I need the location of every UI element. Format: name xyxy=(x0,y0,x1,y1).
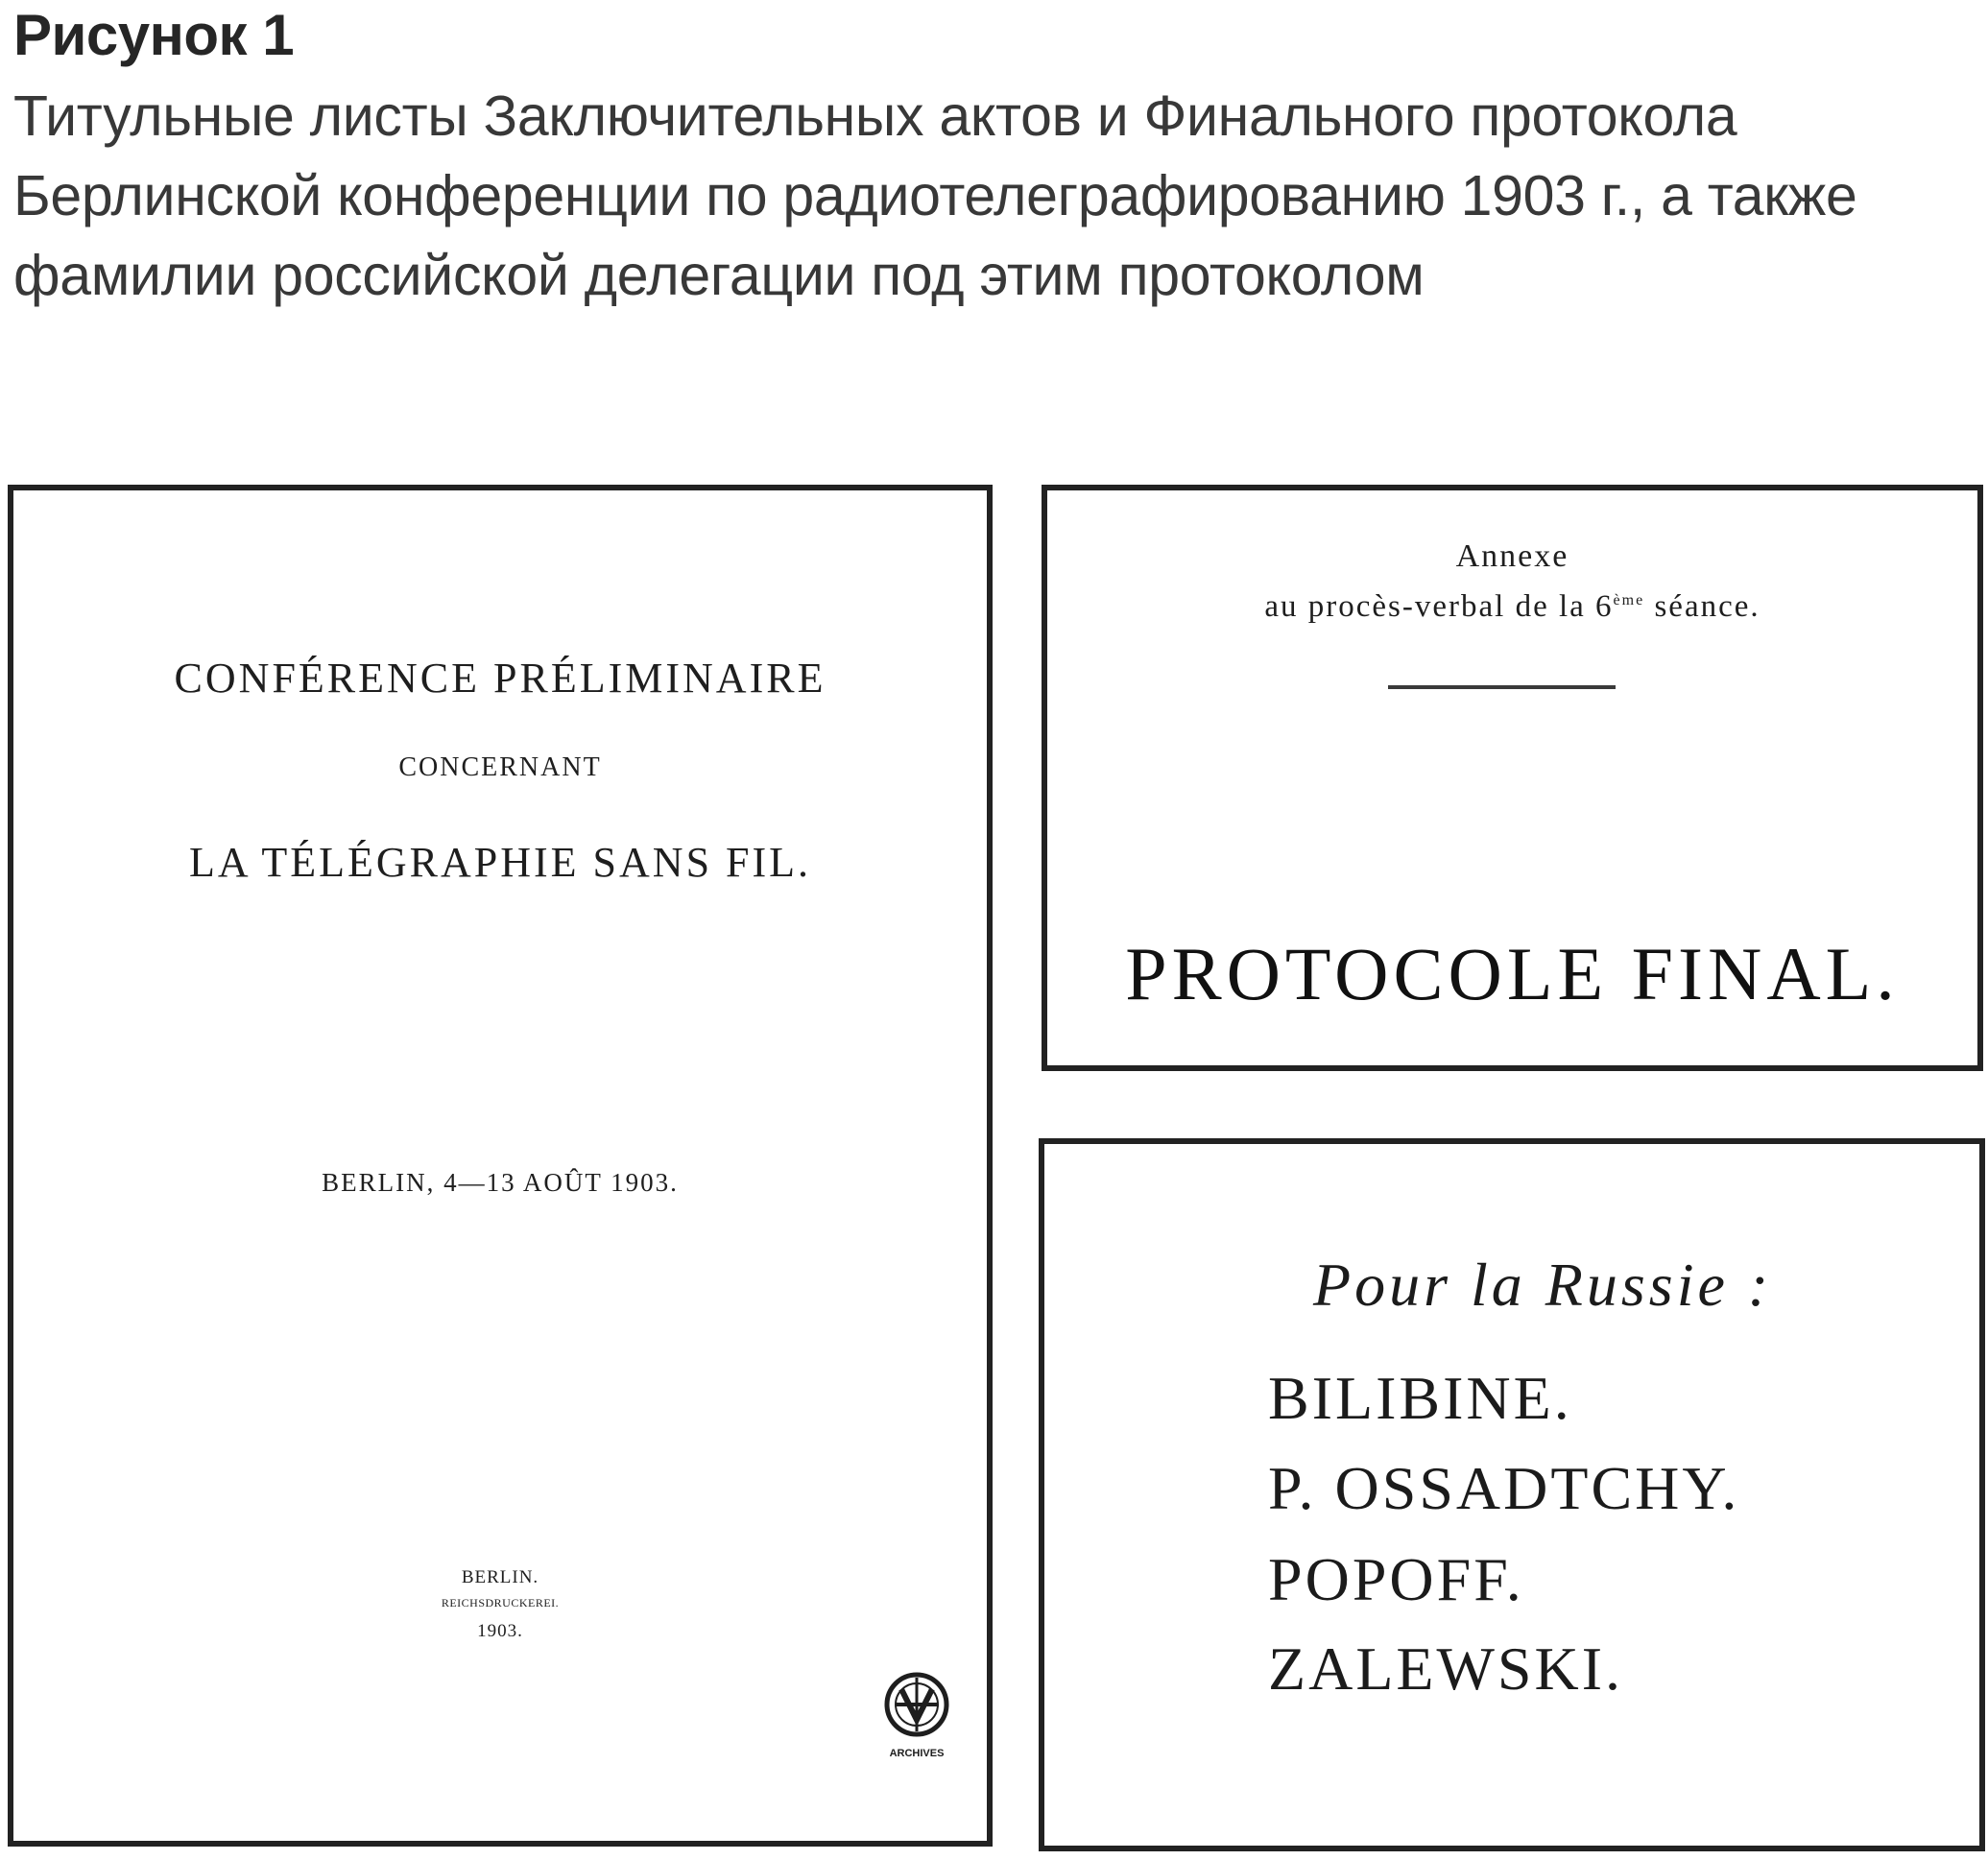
imprint-printer: REICHSDRUCKEREI. xyxy=(441,1596,560,1610)
itu-archives-seal-icon xyxy=(878,1668,955,1764)
conference-subject: LA TÉLÉGRAPHIE SANS FIL. xyxy=(188,839,812,886)
protocol-title: PROTOCOLE FINAL. xyxy=(1125,932,1900,1015)
annex-subheading-suffix: séance. xyxy=(1644,589,1760,624)
annex-page-panel xyxy=(1042,485,1983,1071)
imprint-city: BERLIN. xyxy=(461,1567,539,1587)
annex-subheading xyxy=(1047,589,1977,625)
delegate-name: POPOFF. xyxy=(1268,1545,1524,1613)
for-country-line: Pour la Russie : xyxy=(1313,1251,1773,1319)
conference-title: CONFÉRENCE PRÉLIMINAIRE xyxy=(174,655,826,702)
figure-label: Рисунок 1 xyxy=(13,3,295,67)
annex-subheading-prefix: au procès-verbal de la 6 xyxy=(1264,589,1614,624)
delegate-name: P. OSSADTCHY. xyxy=(1268,1454,1740,1522)
conference-subtitle: CONCERNANT xyxy=(398,752,602,782)
imprint-year: 1903. xyxy=(477,1621,523,1641)
delegate-name: BILIBINE. xyxy=(1268,1364,1572,1432)
delegate-name: ZALEWSKI. xyxy=(1268,1634,1624,1703)
conference-place-date: BERLIN, 4—13 AOÛT 1903. xyxy=(322,1168,679,1197)
stamp-label: ARCHIVES xyxy=(889,1748,945,1759)
signature-page-panel xyxy=(1039,1138,1985,1851)
annex-heading: Annexe xyxy=(1455,538,1569,574)
figure-caption: Титульные листы Заключительных актов и Финального протокола Берлинской конференции по радиотелеграфированию 1903 г., а также фамилии российской делегации под этим протоколом xyxy=(13,84,1857,307)
title-page-panel xyxy=(8,485,993,1847)
annex-divider xyxy=(1388,685,1616,689)
annex-subheading-superscript: ème xyxy=(1613,592,1645,608)
